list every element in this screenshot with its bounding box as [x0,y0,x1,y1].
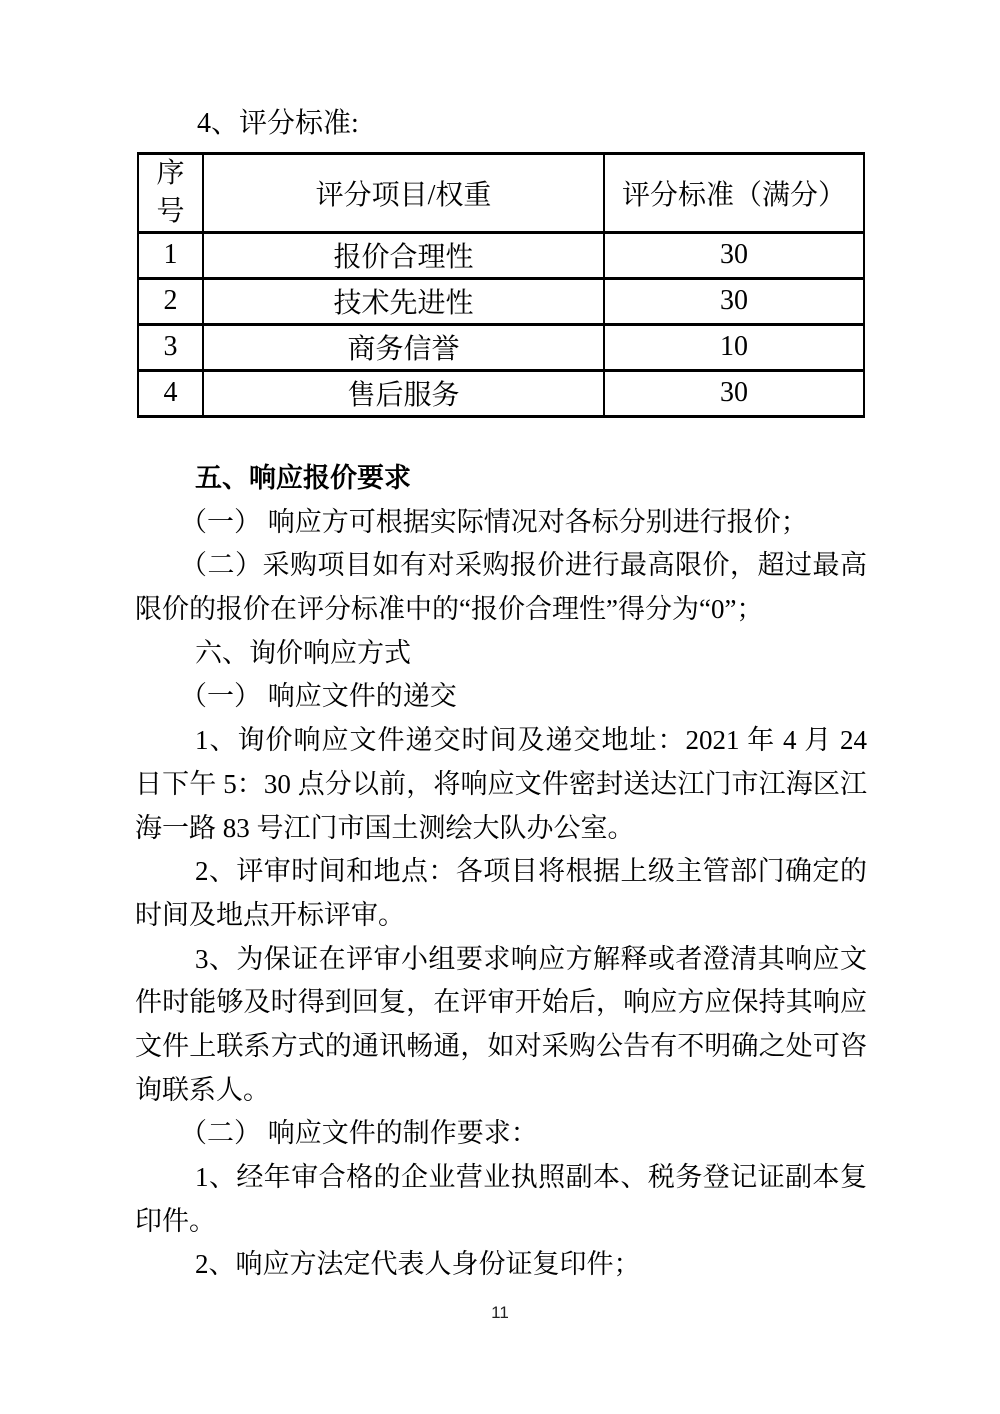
scoring-criteria-table [137,152,865,418]
section-heading-quotation-requirements: 五、响应报价要求 [195,463,411,493]
paragraph-line: （二）采购项目如有对采购报价进行最高限价，超过最高 [180,550,867,581]
paragraph-line: 1、询价响应文件递交时间及递交地址：2021 年 4 月 24 [195,725,867,756]
table-header-item: 评分项目/权重 [203,154,604,233]
table-header-row [138,154,864,233]
table-header-seq-label: 序号 [156,158,185,227]
paragraph-line: 日下午 5：30 点分以前，将响应文件密封送达江门市江海区江 [135,768,867,799]
paragraph-line: （二） 响应文件的制作要求： [180,1118,538,1149]
table-header-score: 评分标准（满分） [604,154,864,233]
paragraph-line: 件时能够及时得到回复，在评审开始后，响应方应保持其响应 [135,987,867,1018]
cell-item: 售后服务 [203,370,604,416]
paragraph-line: 文件上联系方式的通讯畅通，如对采购公告有不明确之处可咨 [135,1030,867,1061]
cell-score: 10 [604,324,864,370]
cell-score: 30 [604,370,864,416]
section-heading-scoring-criteria: 4、评分标准: [197,108,359,139]
table-row [138,278,864,324]
table-row [138,370,864,416]
document-body [135,457,867,1287]
paragraph-line: 3、为保证在评审小组要求响应方解释或者澄清其响应文 [195,943,867,974]
cell-seq: 4 [138,370,203,416]
table-row [138,232,864,278]
cell-item: 技术先进性 [203,278,604,324]
paragraph-line: 限价的报价在评分标准中的“报价合理性”得分为“0”； [135,594,764,625]
cell-item: 报价合理性 [203,232,604,278]
paragraph-line: （一） 响应文件的递交 [180,681,457,712]
section-heading-inquiry-response-mode: 六、询价响应方式 [195,637,411,668]
paragraph-line: 1、经年审合格的企业营业执照副本、税务登记证副本复 [195,1162,867,1192]
paragraph-line: 询联系人。 [135,1074,270,1105]
table-header-seq [138,154,203,233]
cell-item: 商务信誉 [203,324,604,370]
cell-seq: 1 [138,232,203,278]
cell-seq: 2 [138,278,203,324]
paragraph-line: 印件。 [135,1205,216,1236]
paragraph-line: 2、评审时间和地点：各项目将根据上级主管部门确定的 [195,856,867,887]
table-row [138,324,864,370]
paragraph-line: 海一路 83 号江门市国土测绘大队办公室。 [135,812,635,843]
page-number: 11 [491,1303,509,1322]
cell-seq: 3 [138,324,203,370]
paragraph-line: （一） 响应方可根据实际情况对各标分别进行报价； [180,506,808,537]
paragraph-line: 时间及地点开标评审。 [135,899,405,930]
cell-score: 30 [604,232,864,278]
cell-score: 30 [604,278,864,324]
paragraph-line: 2、响应方法定代表人身份证复印件； [195,1249,641,1280]
